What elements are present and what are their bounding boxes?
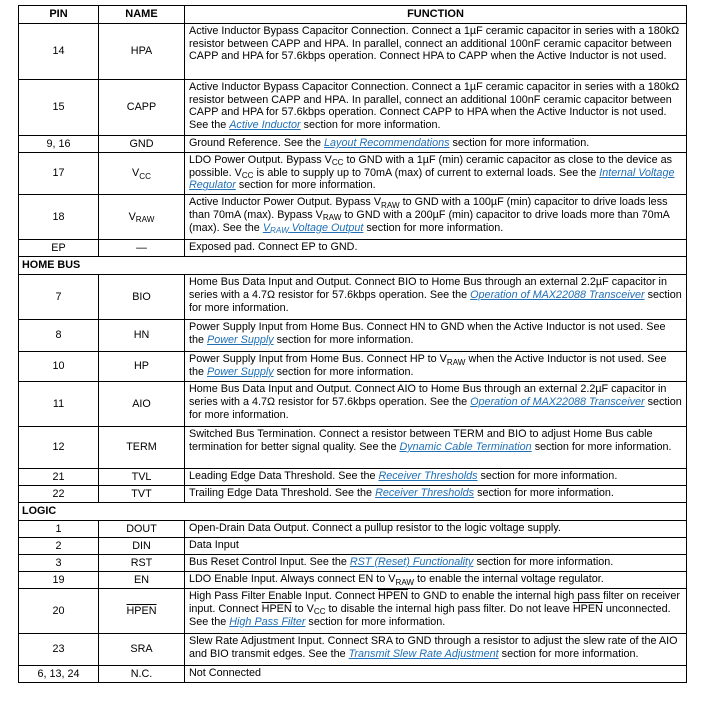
subscript-text: RAW bbox=[395, 577, 415, 587]
function-text: Trailing Edge Data Threshold. See the bbox=[189, 487, 376, 500]
pin-name-cell bbox=[99, 486, 185, 503]
function-text: Switched Bus Termination. Connect a resistor between TERM and BIO to adjust Home Bus cable termination for better signal quality. See the bbox=[189, 428, 653, 453]
pin-name: HPEN bbox=[126, 604, 157, 617]
subscript-text: RAW bbox=[322, 213, 342, 223]
function-text: High Pass Filter Enable Input. Connect bbox=[189, 590, 379, 603]
function-text: section for more information. bbox=[300, 119, 441, 132]
function-text: section for more information. bbox=[189, 288, 682, 314]
section-reference-link[interactable]: Layout Recommendations bbox=[324, 137, 450, 149]
pin-number-cell: 20 bbox=[19, 589, 99, 634]
pin-name: SRA bbox=[130, 643, 153, 656]
function-text: Home Bus Data Input and Output. Connect AIO to Home Bus through an external 2.2µF capacitor in series with a 4.7Ω resistor for 57.6kbps operation. See the bbox=[189, 383, 667, 408]
function-description-cell bbox=[185, 538, 687, 555]
pin-name: V bbox=[128, 210, 136, 223]
table-row bbox=[19, 634, 687, 666]
function-text: to V bbox=[291, 602, 314, 615]
pin-name: CAPP bbox=[126, 101, 157, 114]
pin-name: HN bbox=[133, 329, 150, 342]
table-row bbox=[19, 469, 687, 486]
function-text: Leading Edge Data Threshold. See the bbox=[189, 470, 379, 483]
function-text: Active Inductor Bypass Capacitor Connection. Connect a 1µF ceramic capacitor in series with a 180kΩ resistor between CAPP and HPA. In parallel, connect an additional 100nF ceramic capacitor between CAPP and HPA for 57.6kbps operation. Connect HPA to CAPP when the Active Inductor is not used. bbox=[189, 25, 680, 63]
pin-name-cell bbox=[99, 469, 185, 486]
section-header-row bbox=[19, 503, 687, 521]
section-reference-link[interactable]: Dynamic Cable Termination bbox=[399, 440, 532, 453]
function-description-cell bbox=[185, 521, 687, 538]
function-text: Open-Drain Data Output. Connect a pullup resistor to the logic voltage supply. bbox=[189, 522, 561, 535]
section-title: LOGIC bbox=[19, 503, 687, 521]
pin-name-cell bbox=[99, 240, 185, 257]
pin-number-cell: 11 bbox=[19, 382, 99, 427]
pin-name-cell bbox=[99, 589, 185, 634]
function-text: to disable the internal high pass filter. Do not leave bbox=[325, 602, 573, 615]
pin-name: TVL bbox=[131, 470, 152, 483]
subscript-text: CC bbox=[241, 171, 254, 181]
function-description-cell bbox=[185, 486, 687, 503]
pin-description-table bbox=[18, 5, 687, 683]
function-text: is able to supply up to 70mA (max) of current to external loads. See the bbox=[253, 166, 600, 179]
pin-description-sheet bbox=[18, 5, 686, 683]
section-reference-link[interactable]: Internal Voltage Regulator bbox=[189, 166, 675, 192]
active-low-signal-name: HPEN bbox=[378, 590, 409, 603]
function-text: Data Input bbox=[189, 539, 239, 552]
subscript-text: RAW bbox=[381, 200, 400, 210]
section-reference-link[interactable]: Active Inductor bbox=[229, 119, 301, 132]
pin-name-cell bbox=[99, 666, 185, 683]
function-text: section for more information. bbox=[273, 333, 414, 346]
section-reference-link[interactable]: Power Supply bbox=[207, 365, 274, 378]
function-text: LDO Power Output. Bypass V bbox=[189, 154, 332, 166]
function-description-cell bbox=[185, 136, 687, 153]
table-row bbox=[19, 589, 687, 634]
table-row bbox=[19, 352, 687, 382]
pin-number-cell: 22 bbox=[19, 486, 99, 503]
pin-name-cell bbox=[99, 427, 185, 469]
function-text: Home Bus Data Input and Output. Connect BIO to Home Bus through an external 2.2µF capacitor in series with a 4.7Ω resistor for 57.6kbps operation. See the bbox=[189, 276, 667, 301]
section-reference-link[interactable]: Operation of MAX22088 Transceiver bbox=[470, 288, 645, 301]
table-row bbox=[19, 24, 687, 80]
pin-name: TERM bbox=[126, 441, 157, 454]
function-text: to GND with a 200µF (min) capacitor to drive loads more than 70mA (max). See the bbox=[189, 208, 670, 234]
section-reference-link[interactable]: Voltage Output bbox=[288, 221, 364, 234]
pin-number-cell: 18 bbox=[19, 195, 99, 240]
function-text: Active Inductor Power Output. Bypass V bbox=[189, 196, 382, 209]
subscript-text: RAW bbox=[446, 357, 466, 367]
function-text: Power Supply Input from Home Bus. Connect HN to GND when the Active Inductor is not used. See the bbox=[189, 321, 666, 346]
pin-number-cell: 1 bbox=[19, 521, 99, 538]
pin-name: DOUT bbox=[126, 522, 157, 535]
function-description-cell bbox=[185, 572, 687, 589]
section-reference-link[interactable]: High Pass Filter bbox=[229, 615, 306, 628]
table-row bbox=[19, 240, 687, 257]
table-row bbox=[19, 382, 687, 427]
header-row bbox=[19, 6, 687, 24]
function-text: section for more information. bbox=[449, 137, 590, 149]
function-description-cell bbox=[185, 24, 687, 80]
function-description-cell bbox=[185, 666, 687, 683]
function-text: to GND with a 1µF (min) ceramic capacitor as close to the device as possible. V bbox=[189, 154, 672, 179]
function-text: section for more information. bbox=[531, 440, 672, 453]
pin-number-cell: 14 bbox=[19, 24, 99, 80]
pin-name-cell bbox=[99, 538, 185, 555]
header-pin: PIN bbox=[19, 6, 99, 24]
function-text: section for more information. bbox=[498, 647, 639, 660]
function-text: when the Active Inductor is not used. See the bbox=[189, 353, 667, 378]
pin-number-cell: 3 bbox=[19, 555, 99, 572]
function-description-cell bbox=[185, 80, 687, 136]
section-reference-link[interactable]: Receiver Thresholds bbox=[375, 487, 475, 500]
pin-name: RST bbox=[130, 556, 153, 569]
pin-number-cell: 17 bbox=[19, 153, 99, 195]
pin-name: TVT bbox=[131, 487, 152, 500]
function-text: section for more information. bbox=[235, 179, 376, 192]
function-description-cell bbox=[185, 427, 687, 469]
pin-number-cell: 7 bbox=[19, 275, 99, 320]
pin-name-cell bbox=[99, 382, 185, 427]
subscript-text: CC bbox=[331, 158, 344, 168]
function-description-cell bbox=[185, 589, 687, 634]
function-text: to GND with a 100µF (min) capacitor to drive loads less than 70mA (max). Bypass V bbox=[189, 196, 668, 221]
function-description-cell bbox=[185, 555, 687, 572]
header-function: FUNCTION bbox=[185, 6, 687, 24]
table-row bbox=[19, 427, 687, 469]
pin-name-cell bbox=[99, 555, 185, 572]
pin-number-cell: 15 bbox=[19, 80, 99, 136]
function-text: to GND to enable the internal high pass filter on receiver input. Connect bbox=[189, 590, 680, 615]
pin-name-subscript: RAW bbox=[135, 215, 155, 225]
pin-name: — bbox=[136, 241, 147, 254]
pin-name: BIO bbox=[132, 290, 151, 303]
function-text: to enable the internal voltage regulator. bbox=[414, 573, 604, 586]
section-reference-link[interactable]: Power Supply bbox=[207, 333, 274, 346]
pin-name: GND bbox=[129, 137, 154, 150]
function-text: Ground Reference. See the bbox=[189, 137, 325, 149]
section-reference-link[interactable] bbox=[270, 222, 289, 234]
function-text: section for more information. bbox=[273, 365, 414, 378]
subscript-text: CC bbox=[313, 607, 326, 617]
table-row bbox=[19, 666, 687, 683]
function-description-cell bbox=[185, 352, 687, 382]
pin-name-cell bbox=[99, 80, 185, 136]
function-text: section for more information. bbox=[477, 470, 618, 483]
table-row bbox=[19, 538, 687, 555]
pin-number-cell: 8 bbox=[19, 320, 99, 352]
pin-number-cell: 19 bbox=[19, 572, 99, 589]
table-row bbox=[19, 320, 687, 352]
function-text: Active Inductor Bypass Capacitor Connection. Connect a 1µF ceramic capacitor in series with a 180kΩ resistor between CAPP and HPA. In parallel, connect an additional 100nF ceramic capacitor between CAPP and HPA for 57.6kbps operation. Connect CAPP to HPA when the Active Inductor is not used. See the bbox=[189, 81, 680, 132]
function-text: LDO Enable Input. Always connect EN to V bbox=[189, 573, 396, 586]
table-row bbox=[19, 572, 687, 589]
pin-name-subscript: CC bbox=[139, 171, 151, 181]
function-description-cell bbox=[185, 634, 687, 666]
table-row bbox=[19, 555, 687, 572]
function-text: section for more information. bbox=[473, 556, 614, 569]
pin-name: DIN bbox=[132, 539, 151, 552]
function-text: Bus Reset Control Input. See the bbox=[189, 556, 350, 569]
pin-number-cell: EP bbox=[19, 240, 99, 257]
function-text: section for more information. bbox=[189, 395, 682, 421]
section-reference-link[interactable]: RST (Reset) Functionality bbox=[349, 556, 474, 569]
link-subscript: RAW bbox=[270, 225, 289, 235]
pin-name: EN bbox=[134, 573, 149, 586]
active-low-signal-name: HPEN bbox=[572, 602, 603, 615]
table-row bbox=[19, 80, 687, 136]
pin-number-cell: 23 bbox=[19, 634, 99, 666]
function-description-cell bbox=[185, 320, 687, 352]
pin-name-cell bbox=[99, 521, 185, 538]
function-text: section for more information. bbox=[363, 221, 504, 234]
pin-name-cell bbox=[99, 24, 185, 80]
section-reference-link[interactable]: Receiver Thresholds bbox=[378, 470, 478, 483]
pin-number-cell: 10 bbox=[19, 352, 99, 382]
active-low-signal-name: HPEN bbox=[261, 602, 292, 615]
pin-name: HPA bbox=[130, 45, 153, 58]
function-description-cell bbox=[185, 240, 687, 257]
section-header-row bbox=[19, 257, 687, 275]
function-text: Slew Rate Adjustment Input. Connect SRA to GND through a resistor to adjust the slew rate of the AIO and BIO transmit edges. See the bbox=[189, 635, 678, 660]
table-row bbox=[19, 275, 687, 320]
pin-name-cell bbox=[99, 153, 185, 195]
pin-name-cell bbox=[99, 634, 185, 666]
pin-name: AIO bbox=[132, 397, 151, 410]
function-text: Power Supply Input from Home Bus. Connect HP to V bbox=[189, 353, 447, 366]
function-text: section for more information. bbox=[474, 487, 614, 500]
pin-name: HP bbox=[134, 360, 149, 373]
section-reference-link[interactable]: Operation of MAX22088 Transceiver bbox=[470, 395, 645, 408]
pin-name: V bbox=[132, 167, 140, 180]
table-row bbox=[19, 521, 687, 538]
section-reference-link[interactable]: V bbox=[262, 221, 271, 234]
function-description-cell bbox=[185, 382, 687, 427]
pin-name-cell bbox=[99, 572, 185, 589]
table-body bbox=[19, 24, 687, 683]
pin-name: N.C. bbox=[130, 667, 153, 680]
pin-number-cell: 9, 16 bbox=[19, 136, 99, 153]
function-description-cell bbox=[185, 195, 687, 240]
header-name: NAME bbox=[99, 6, 185, 24]
pin-name-cell bbox=[99, 195, 185, 240]
pin-name-cell bbox=[99, 352, 185, 382]
function-text: unconnected. See the bbox=[189, 602, 671, 628]
table-row bbox=[19, 136, 687, 153]
pin-number-cell: 21 bbox=[19, 469, 99, 486]
section-reference-link[interactable]: Transmit Slew Rate Adjustment bbox=[348, 647, 499, 660]
pin-number-cell: 6, 13, 24 bbox=[19, 666, 99, 683]
pin-name-cell bbox=[99, 275, 185, 320]
table-row bbox=[19, 195, 687, 240]
function-description-cell bbox=[185, 469, 687, 486]
function-text: Not Connected bbox=[189, 667, 262, 680]
function-text: Exposed pad. Connect EP to GND. bbox=[189, 241, 358, 254]
table-row bbox=[19, 153, 687, 195]
function-description-cell bbox=[185, 275, 687, 320]
section-title: HOME BUS bbox=[19, 257, 687, 275]
pin-name-cell bbox=[99, 320, 185, 352]
table-row bbox=[19, 486, 687, 503]
pin-number-cell: 2 bbox=[19, 538, 99, 555]
function-text: section for more information. bbox=[305, 615, 446, 628]
pin-number-cell: 12 bbox=[19, 427, 99, 469]
pin-name-cell bbox=[99, 136, 185, 153]
function-description-cell bbox=[185, 153, 687, 195]
